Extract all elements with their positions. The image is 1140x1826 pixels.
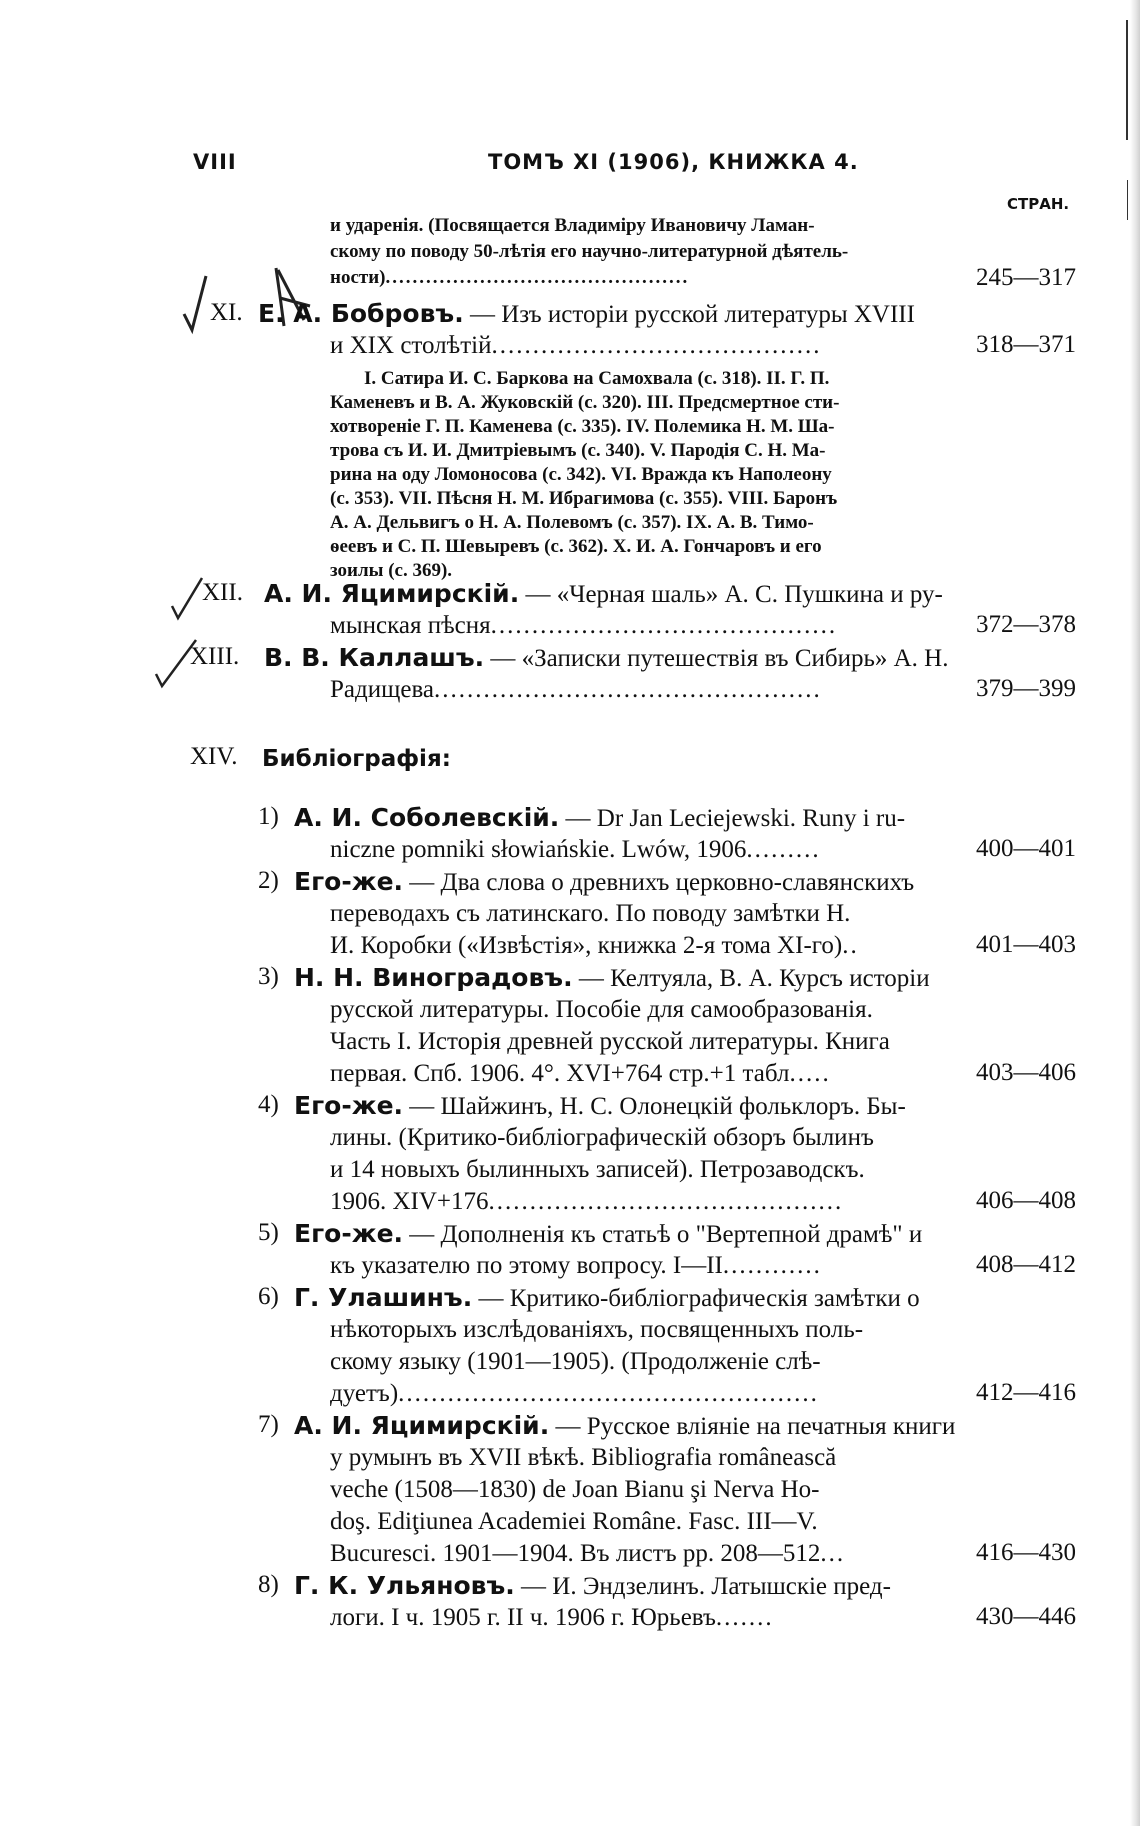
- biblio-text: дуетъ): [330, 1380, 399, 1407]
- author-name: Г. Улашинъ.: [294, 1283, 473, 1312]
- biblio-line: [294, 962, 930, 995]
- subentry-line: зоилы (с. 369).: [330, 560, 453, 581]
- entry-line: [330, 674, 822, 706]
- page-range: 401—403: [976, 931, 1076, 958]
- biblio-number: 5): [258, 1219, 279, 1246]
- biblio-line: переводахъ съ латинскаго. По поводу замѣтки Н.: [330, 900, 851, 927]
- page-number: VIII: [193, 150, 237, 174]
- biblio-line: лины. (Критико-библіографическій обзоръ былинъ: [330, 1124, 874, 1151]
- entry-number: XIV.: [190, 743, 238, 770]
- volume-header: ТОМЪ XI (1906), КНИЖКА 4.: [488, 150, 859, 174]
- subentry-line: рина на оду Ломоносова (с. 342). VI. Вражда къ Наполеону: [330, 464, 832, 485]
- biblio-text: къ указателю по этому вопросу. I—II: [330, 1252, 723, 1279]
- page-range: 430—446: [976, 1603, 1076, 1630]
- entry-title: — «Черная шаль» А. С. Пушкина и ру-: [519, 581, 943, 608]
- biblio-text: И. Коробки («Извѣстія», книжка 2-я тома XI-го): [330, 932, 843, 959]
- author-name: Г. К. Ульяновъ.: [294, 1571, 515, 1600]
- entry-number: XII.: [202, 579, 243, 606]
- biblio-line: [330, 1602, 774, 1634]
- leader-dots: ...................................................: [398, 1380, 819, 1407]
- leader-dots: .....: [789, 1060, 831, 1087]
- page-range: 416—430: [976, 1539, 1076, 1566]
- page-range: 245—317: [976, 264, 1076, 291]
- author-name: А. И. Соболевскій.: [294, 803, 560, 832]
- author-name: Его-же.: [294, 1091, 404, 1120]
- biblio-line: и 14 новыхъ былинныхъ записей). Петрозаводскъ.: [330, 1156, 865, 1183]
- author-name: Н. Н. Виноградовъ.: [294, 963, 573, 992]
- page-range: 406—408: [976, 1187, 1076, 1214]
- biblio-number: 3): [258, 963, 279, 990]
- biblio-line: [294, 1218, 922, 1251]
- biblio-line: [330, 1378, 819, 1410]
- entry-line: [264, 578, 943, 611]
- entry-line: [330, 330, 821, 362]
- biblio-line: [330, 834, 821, 866]
- author-name: А. И. Яцимирскій.: [294, 1411, 550, 1440]
- biblio-line: [330, 1538, 845, 1570]
- entry-line-text: и XIX столѣтій: [330, 332, 492, 359]
- biblio-line: [330, 1186, 843, 1218]
- entry-line-text: Радищева: [330, 676, 435, 703]
- biblio-number: 1): [258, 803, 279, 830]
- biblio-line: [294, 1570, 891, 1603]
- entry-number: XI.: [210, 299, 243, 326]
- leader-dots: .........: [746, 836, 821, 863]
- pages-column-label: СТРАН.: [1007, 195, 1070, 213]
- biblio-line: doş. Ediţiunea Academiei Române. Fasc. III—V.: [330, 1508, 818, 1535]
- biblio-title: — Критико-библіографическія замѣтки о: [472, 1285, 920, 1312]
- leader-dots: .............................................: [385, 267, 690, 288]
- leader-dots: ...: [820, 1540, 846, 1567]
- page-range: 372—378: [976, 611, 1076, 638]
- biblio-text: Bucuresci. 1901—1904. Въ листъ pp. 208—512: [330, 1540, 821, 1567]
- biblio-number: 4): [258, 1091, 279, 1118]
- subentry-line: хотвореніе Г. П. Каменева (с. 335). IV. Полемика Н. М. Ша-: [330, 416, 835, 437]
- biblio-line: русской литературы. Пособіе для самообразованія.: [330, 996, 873, 1023]
- biblio-text: логи. I ч. 1905 г. II ч. 1906 г. Юрьевъ: [330, 1604, 716, 1631]
- author-name: А. И. Яцимирскій.: [264, 579, 520, 608]
- page-range: 408—412: [976, 1251, 1076, 1278]
- entry-line: [330, 266, 689, 290]
- entry-line: [258, 298, 915, 331]
- author-name: Его-же.: [294, 1219, 404, 1248]
- page-range: 379—399: [976, 675, 1076, 702]
- biblio-title: — Шайжинъ, Н. С. Олонецкій фольклоръ. Бы-: [403, 1093, 906, 1120]
- author-name: Е. А. Бобровъ.: [258, 299, 464, 328]
- scan-edge-line: [1126, 20, 1128, 140]
- leader-dots: ...........................................: [488, 1188, 844, 1215]
- entry-line-text: мынская пѣсня: [330, 612, 491, 639]
- biblio-text: niczne pomniki słowiańskie. Lwów, 1906: [330, 836, 747, 863]
- biblio-number: 6): [258, 1283, 279, 1310]
- biblio-line: [330, 930, 859, 962]
- leader-dots: ........................................: [491, 332, 822, 359]
- subentry-line: (с. 353). VII. Пѣсня Н. М. Ибрагимова (с. 355). VIII. Баронъ: [330, 488, 838, 509]
- biblio-text: первая. Спб. 1906. 4°. XVI+764 стр.+1 табл: [330, 1060, 790, 1087]
- biblio-title: — И. Эндзелинъ. Латышскіе пред-: [514, 1573, 891, 1600]
- entry-line: [330, 610, 837, 642]
- scan-page-edge: [1130, 0, 1140, 1826]
- biblio-title: — Келтуяла, В. А. Курсъ исторіи: [572, 965, 930, 992]
- page-range: 412—416: [976, 1379, 1076, 1406]
- author-name: Его-же.: [294, 867, 404, 896]
- biblio-number: 7): [258, 1411, 279, 1438]
- biblio-line: нѣкоторыхъ изслѣдованіяхъ, посвященныхъ поль-: [330, 1316, 864, 1343]
- subentry-line: ѳеевъ и С. П. Шевыревъ (с. 362). X. И. А. Гончаровъ и его: [330, 536, 822, 557]
- page-range: 400—401: [976, 835, 1076, 862]
- leader-dots: ..: [842, 932, 859, 959]
- leader-dots: ............: [722, 1252, 822, 1279]
- biblio-title: — Русское вліяніе на печатныя книги: [549, 1413, 956, 1440]
- biblio-line: [330, 1250, 822, 1282]
- scan-edge-line: [1127, 180, 1128, 220]
- biblio-line: Часть I. Исторія древней русской литературы. Книга: [330, 1028, 890, 1055]
- leader-dots: ...............................................: [434, 676, 822, 703]
- biblio-line: [330, 1058, 831, 1090]
- biblio-title: — Два слова о древнихъ церковно-славянскихъ: [403, 869, 915, 896]
- entry-line-text: ности): [330, 267, 386, 288]
- biblio-line: [294, 1090, 906, 1123]
- leader-dots: ..........................................: [490, 612, 838, 639]
- entry-title: — Изъ исторіи русской литературы XVIII: [463, 301, 915, 328]
- entry-line: [264, 642, 949, 675]
- biblio-line: [294, 1410, 955, 1443]
- biblio-title: — Dr Jan Leciejewski. Runy i ru-: [559, 805, 906, 832]
- biblio-line: [294, 802, 905, 835]
- page-range: 403—406: [976, 1059, 1076, 1086]
- biblio-title: — Дополненія къ статьѣ о "Вертепной драмѣ" и: [403, 1221, 923, 1248]
- subentry-line: трова съ И. И. Дмитріевымъ (с. 340). V. Пародія С. Н. Ма-: [330, 440, 826, 461]
- entry-title: — «Записки путешествія въ Сибирь» А. Н.: [484, 645, 949, 672]
- author-name: В. В. Каллашъ.: [264, 643, 485, 672]
- biblio-number: 8): [258, 1571, 279, 1598]
- entry-line: скому по поводу 50-лѣтія его научно-литературной дѣятель-: [330, 241, 849, 262]
- biblio-line: [294, 1282, 920, 1315]
- leader-dots: .......: [715, 1604, 774, 1631]
- biblio-number: 2): [258, 867, 279, 894]
- biblio-line: veche (1508—1830) de Joan Bianu şi Nerva Ho-: [330, 1476, 820, 1503]
- biblio-line: у румынъ въ XVII вѣкѣ. Bibliografia românească: [330, 1444, 837, 1471]
- section-title: Библіографія:: [262, 746, 451, 772]
- subentry-line: I. Сатира И. С. Баркова на Самохвала (с. 318). II. Г. П.: [364, 368, 830, 389]
- subentry-line: Каменевъ и В. А. Жуковскій (с. 320). III. Предсмертное сти-: [330, 392, 840, 413]
- page-range: 318—371: [976, 331, 1076, 358]
- entry-line: и ударенія. (Посвящается Владиміру Ивановичу Ламан-: [330, 215, 815, 236]
- biblio-line: скому языку (1901—1905). (Продолженіе слѣ-: [330, 1348, 821, 1375]
- subentry-line: А. А. Дельвигъ о Н. А. Полевомъ (с. 357). IX. А. В. Тимо-: [330, 512, 814, 533]
- biblio-text: 1906. XIV+176: [330, 1188, 489, 1215]
- entry-number: XIII.: [190, 643, 240, 670]
- biblio-line: [294, 866, 914, 899]
